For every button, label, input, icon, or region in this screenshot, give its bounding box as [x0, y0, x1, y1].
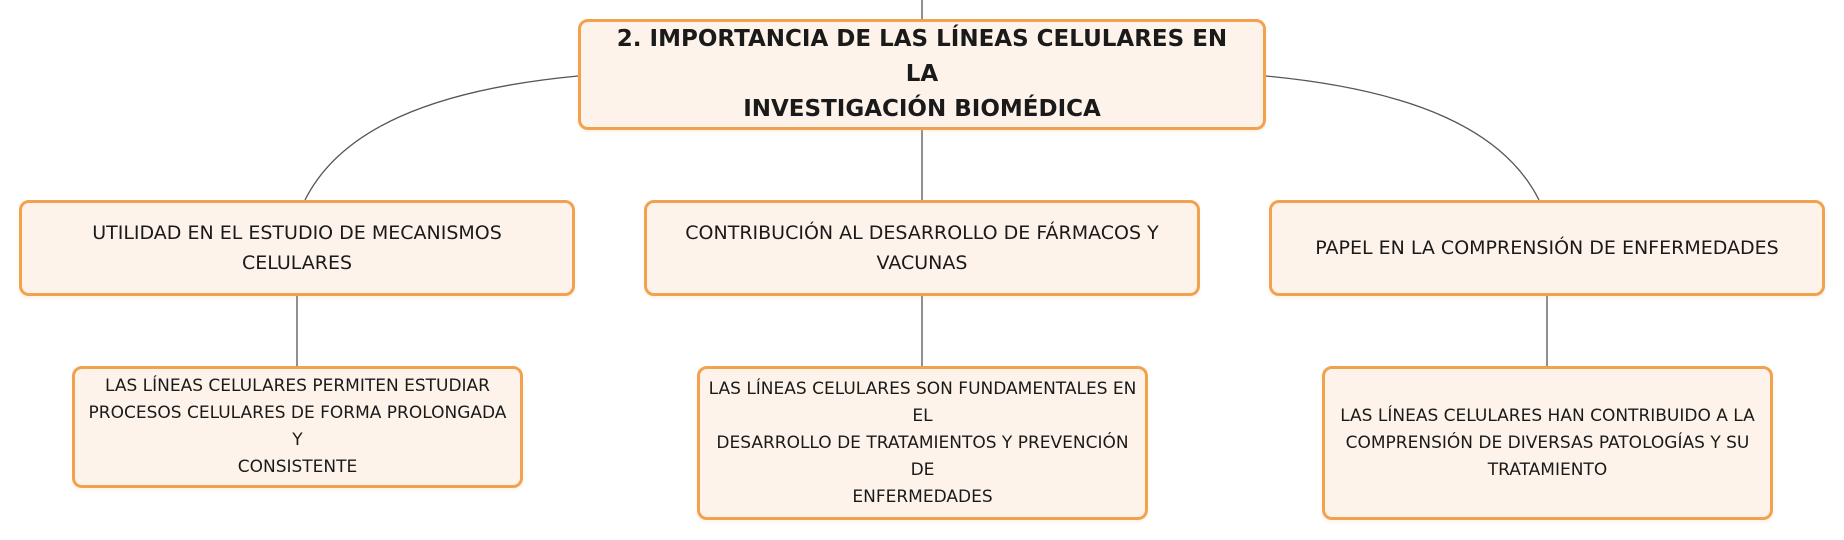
subtopic-line: LAS LÍNEAS CELULARES SON FUNDAMENTALES EN EL — [708, 378, 1137, 426]
subtopic-line: ENFERMEDADES — [852, 486, 993, 507]
root-topic-line-2: INVESTIGACIÓN BIOMÉDICA — [743, 96, 1101, 122]
branch-topic-text — [1315, 233, 1778, 263]
connector-root-to-branch-3 — [1266, 76, 1539, 200]
root-topic-text — [601, 22, 1243, 127]
branch-topic-diseases[interactable] — [1269, 200, 1825, 296]
subtopic-line: PROCESOS CELULARES DE FORMA PROLONGADA Y — [88, 403, 507, 450]
connector-root-to-branch-1 — [305, 76, 578, 200]
subtopic-drugs-vaccines-detail[interactable] — [697, 366, 1148, 520]
subtopic-text — [1340, 403, 1755, 484]
branch-topic-text — [36, 218, 558, 278]
branch-topic-mechanisms[interactable] — [19, 200, 575, 296]
branch-topic-line: CONTRIBUCIÓN AL DESARROLLO DE FÁRMACOS Y — [685, 222, 1159, 244]
root-topic[interactable] — [578, 19, 1266, 130]
subtopic-line: LAS LÍNEAS CELULARES PERMITEN ESTUDIAR — [104, 376, 490, 396]
subtopic-text — [706, 376, 1139, 511]
subtopic-line: TRATAMIENTO — [1487, 459, 1608, 480]
branch-topic-drugs-vaccines[interactable] — [644, 200, 1200, 296]
subtopic-line: DESARROLLO DE TRATAMIENTOS Y PREVENCIÓN DE — [716, 432, 1129, 480]
subtopic-line: CONSISTENTE — [237, 457, 358, 477]
branch-topic-line: UTILIDAD EN EL ESTUDIO DE MECANISMOS CELULARES — [92, 222, 502, 274]
root-topic-line-1: 2. IMPORTANCIA DE LAS LÍNEAS CELULARES EN LA — [616, 26, 1228, 87]
subtopic-line: LAS LÍNEAS CELULARES HAN CONTRIBUIDO A LA — [1340, 405, 1755, 426]
branch-topic-line: VACUNAS — [876, 252, 968, 274]
branch-topic-line: PAPEL EN LA COMPRENSIÓN DE ENFERMEDADES — [1315, 237, 1779, 259]
subtopic-line: COMPRENSIÓN DE DIVERSAS PATOLOGÍAS Y SU — [1345, 432, 1750, 453]
subtopic-text — [81, 373, 514, 481]
subtopic-mechanisms-detail[interactable] — [72, 366, 523, 488]
branch-topic-text — [685, 218, 1158, 278]
subtopic-diseases-detail[interactable] — [1322, 366, 1773, 520]
